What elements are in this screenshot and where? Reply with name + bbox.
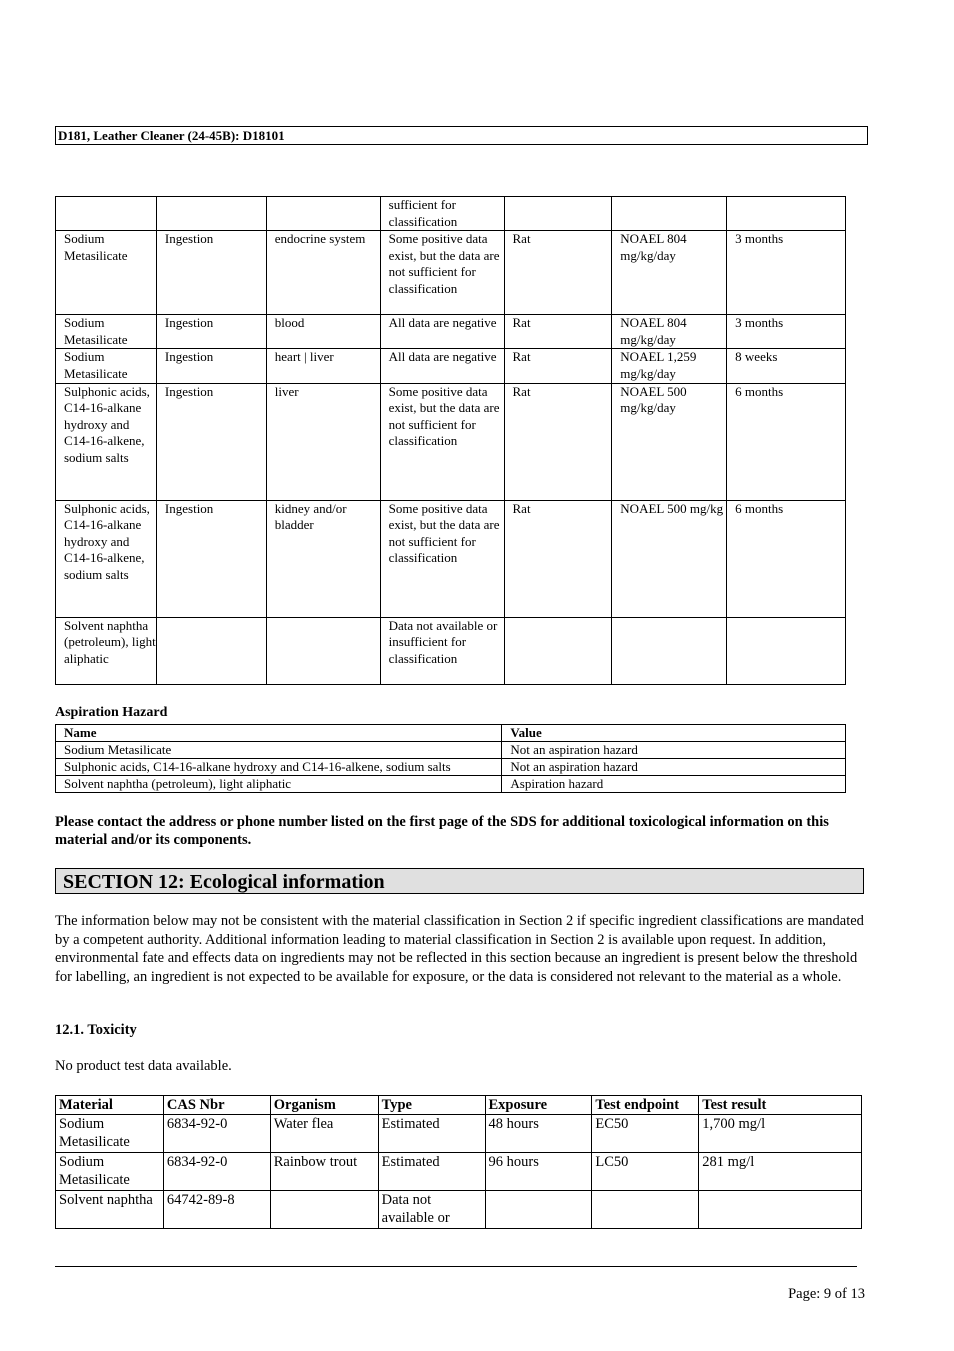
column-header-name: Name [56, 725, 502, 742]
table-cell: 8 weeks [727, 349, 846, 383]
table-cell [266, 617, 380, 684]
column-header: CAS Nbr [163, 1096, 270, 1115]
table-cell: Ingestion [156, 315, 266, 349]
table-cell: NOAEL 1,259 mg/kg/day [612, 349, 727, 383]
table-cell: Ingestion [156, 500, 266, 617]
table-cell [270, 1191, 378, 1229]
table-cell: Some positive data exist, but the data are not sufficient for classification [380, 383, 504, 500]
table-cell [612, 617, 727, 684]
table-cell: Sodium Metasilicate [56, 315, 157, 349]
table-row [56, 315, 846, 349]
table-cell: NOAEL 804 mg/kg/day [612, 231, 727, 315]
table-cell: Aspiration hazard [502, 776, 846, 793]
table-cell: Solvent naphtha (petroleum), light aliphatic [56, 776, 502, 793]
table-row [56, 231, 846, 315]
column-header: Organism [270, 1096, 378, 1115]
table-cell [485, 1191, 592, 1229]
table-cell [504, 197, 612, 231]
repeated-dose-toxicity-table [55, 196, 846, 685]
table-cell: Ingestion [156, 349, 266, 383]
aspiration-hazard-table [55, 724, 846, 793]
column-header: Type [378, 1096, 485, 1115]
page-number: Page: 9 of 13 [788, 1286, 865, 1302]
section-intro-paragraph: The information below may not be consistent with the material classification in Section 2 if specific ingredient classifications are mandated by a competent authority. Additional information leading to material classification in Section 2 is available upon request. In addition, environmental fate and effects data on ingredients may not be reflected in this section because an ingredient is present below the threshold for labelling, an ingredient is not expected to be available for exposure, or the data is considered not relevant to the material as a whole. [55, 913, 864, 985]
document-header [55, 126, 868, 145]
table-row [56, 1153, 862, 1191]
table-cell: 3 months [727, 315, 846, 349]
table-cell: Sodium Metasilicate [56, 1153, 164, 1191]
column-header: Test endpoint [592, 1096, 699, 1115]
table-cell: Not an aspiration hazard [502, 742, 846, 759]
column-header-value: Value [502, 725, 846, 742]
table-row [56, 1115, 862, 1153]
ecotoxicity-table [55, 1095, 862, 1229]
table-cell: Rat [504, 383, 612, 500]
table-cell: 6834-92-0 [163, 1115, 270, 1153]
table-cell: NOAEL 804 mg/kg/day [612, 315, 727, 349]
table-cell: Rat [504, 231, 612, 315]
table-cell: Solvent naphtha (petroleum), light aliphatic [56, 617, 157, 684]
table-row [56, 759, 846, 776]
table-row [56, 500, 846, 617]
table-cell [612, 197, 727, 231]
table-cell [156, 617, 266, 684]
table-cell: Not an aspiration hazard [502, 759, 846, 776]
table-cell: 281 mg/l [699, 1153, 862, 1191]
table-cell [699, 1191, 862, 1229]
section-title: SECTION 12: Ecological information [63, 871, 385, 893]
table-header-row [56, 725, 846, 742]
table-cell: 6 months [727, 500, 846, 617]
table-cell: Data not available or insufficient for classification [380, 617, 504, 684]
table-cell: Water flea [270, 1115, 378, 1153]
table-row [56, 617, 846, 684]
table-cell: EC50 [592, 1115, 699, 1153]
table-cell [56, 197, 157, 231]
table-cell [156, 197, 266, 231]
table-cell: endocrine system [266, 231, 380, 315]
table-cell: NOAEL 500 mg/kg/day [612, 383, 727, 500]
table-cell: All data are negative [380, 315, 504, 349]
table-row [56, 742, 846, 759]
table-cell: Some positive data exist, but the data are not sufficient for classification [380, 500, 504, 617]
table-cell: 1,700 mg/l [699, 1115, 862, 1153]
table-cell [727, 617, 846, 684]
table-cell: Sodium Metasilicate [56, 349, 157, 383]
table-cell: 6834-92-0 [163, 1153, 270, 1191]
table-cell: Sodium Metasilicate [56, 231, 157, 315]
subsection-title: 12.1. Toxicity [55, 1022, 137, 1038]
table-cell: Sulphonic acids, C14-16-alkane hydroxy and C14-16-alkene, sodium salts [56, 383, 157, 500]
column-header: Test result [699, 1096, 862, 1115]
no-data-note: No product test data available. [55, 1058, 232, 1074]
document-title: D181, Leather Cleaner (24-45B): D18101 [58, 128, 285, 143]
table-cell: Data not available or [378, 1191, 485, 1229]
table-cell: Rat [504, 349, 612, 383]
table-cell: Sulphonic acids, C14-16-alkane hydroxy and C14-16-alkene, sodium salts [56, 500, 157, 617]
table-cell: Rainbow trout [270, 1153, 378, 1191]
table-cell: Ingestion [156, 383, 266, 500]
table-cell: 48 hours [485, 1115, 592, 1153]
table-header-row [56, 1096, 862, 1115]
table-cell: Sodium Metasilicate [56, 742, 502, 759]
table-cell [266, 197, 380, 231]
table-cell: 96 hours [485, 1153, 592, 1191]
table-cell [504, 617, 612, 684]
table-cell: 64742-89-8 [163, 1191, 270, 1229]
table-cell: kidney and/or bladder [266, 500, 380, 617]
table-cell: Ingestion [156, 231, 266, 315]
table-cell: heart | liver [266, 349, 380, 383]
table-cell: blood [266, 315, 380, 349]
aspiration-hazard-title: Aspiration Hazard [55, 705, 168, 720]
table-cell: Estimated [378, 1153, 485, 1191]
table-cell: sufficient for classification [380, 197, 504, 231]
table-cell: All data are negative [380, 349, 504, 383]
table-cell [727, 197, 846, 231]
section-12-heading [55, 868, 864, 894]
table-cell: Sodium Metasilicate [56, 1115, 164, 1153]
table-row [56, 383, 846, 500]
table-cell: Solvent naphtha [56, 1191, 164, 1229]
table-cell: Estimated [378, 1115, 485, 1153]
footer-divider [55, 1266, 857, 1267]
table-cell [592, 1191, 699, 1229]
table-cell: Some positive data exist, but the data are not sufficient for classification [380, 231, 504, 315]
column-header: Material [56, 1096, 164, 1115]
table-cell: 3 months [727, 231, 846, 315]
table-cell: NOAEL 500 mg/kg [612, 500, 727, 617]
table-row [56, 349, 846, 383]
contact-note: Please contact the address or phone number listed on the first page of the SDS for additional toxicological information on this material and/or its components. [55, 814, 829, 848]
table-cell: 6 months [727, 383, 846, 500]
table-cell: liver [266, 383, 380, 500]
table-cell: Rat [504, 315, 612, 349]
table-cell: Rat [504, 500, 612, 617]
table-row [56, 197, 846, 231]
table-row [56, 1191, 862, 1229]
table-cell: LC50 [592, 1153, 699, 1191]
table-cell: Sulphonic acids, C14-16-alkane hydroxy and C14-16-alkene, sodium salts [56, 759, 502, 776]
table-row [56, 776, 846, 793]
column-header: Exposure [485, 1096, 592, 1115]
